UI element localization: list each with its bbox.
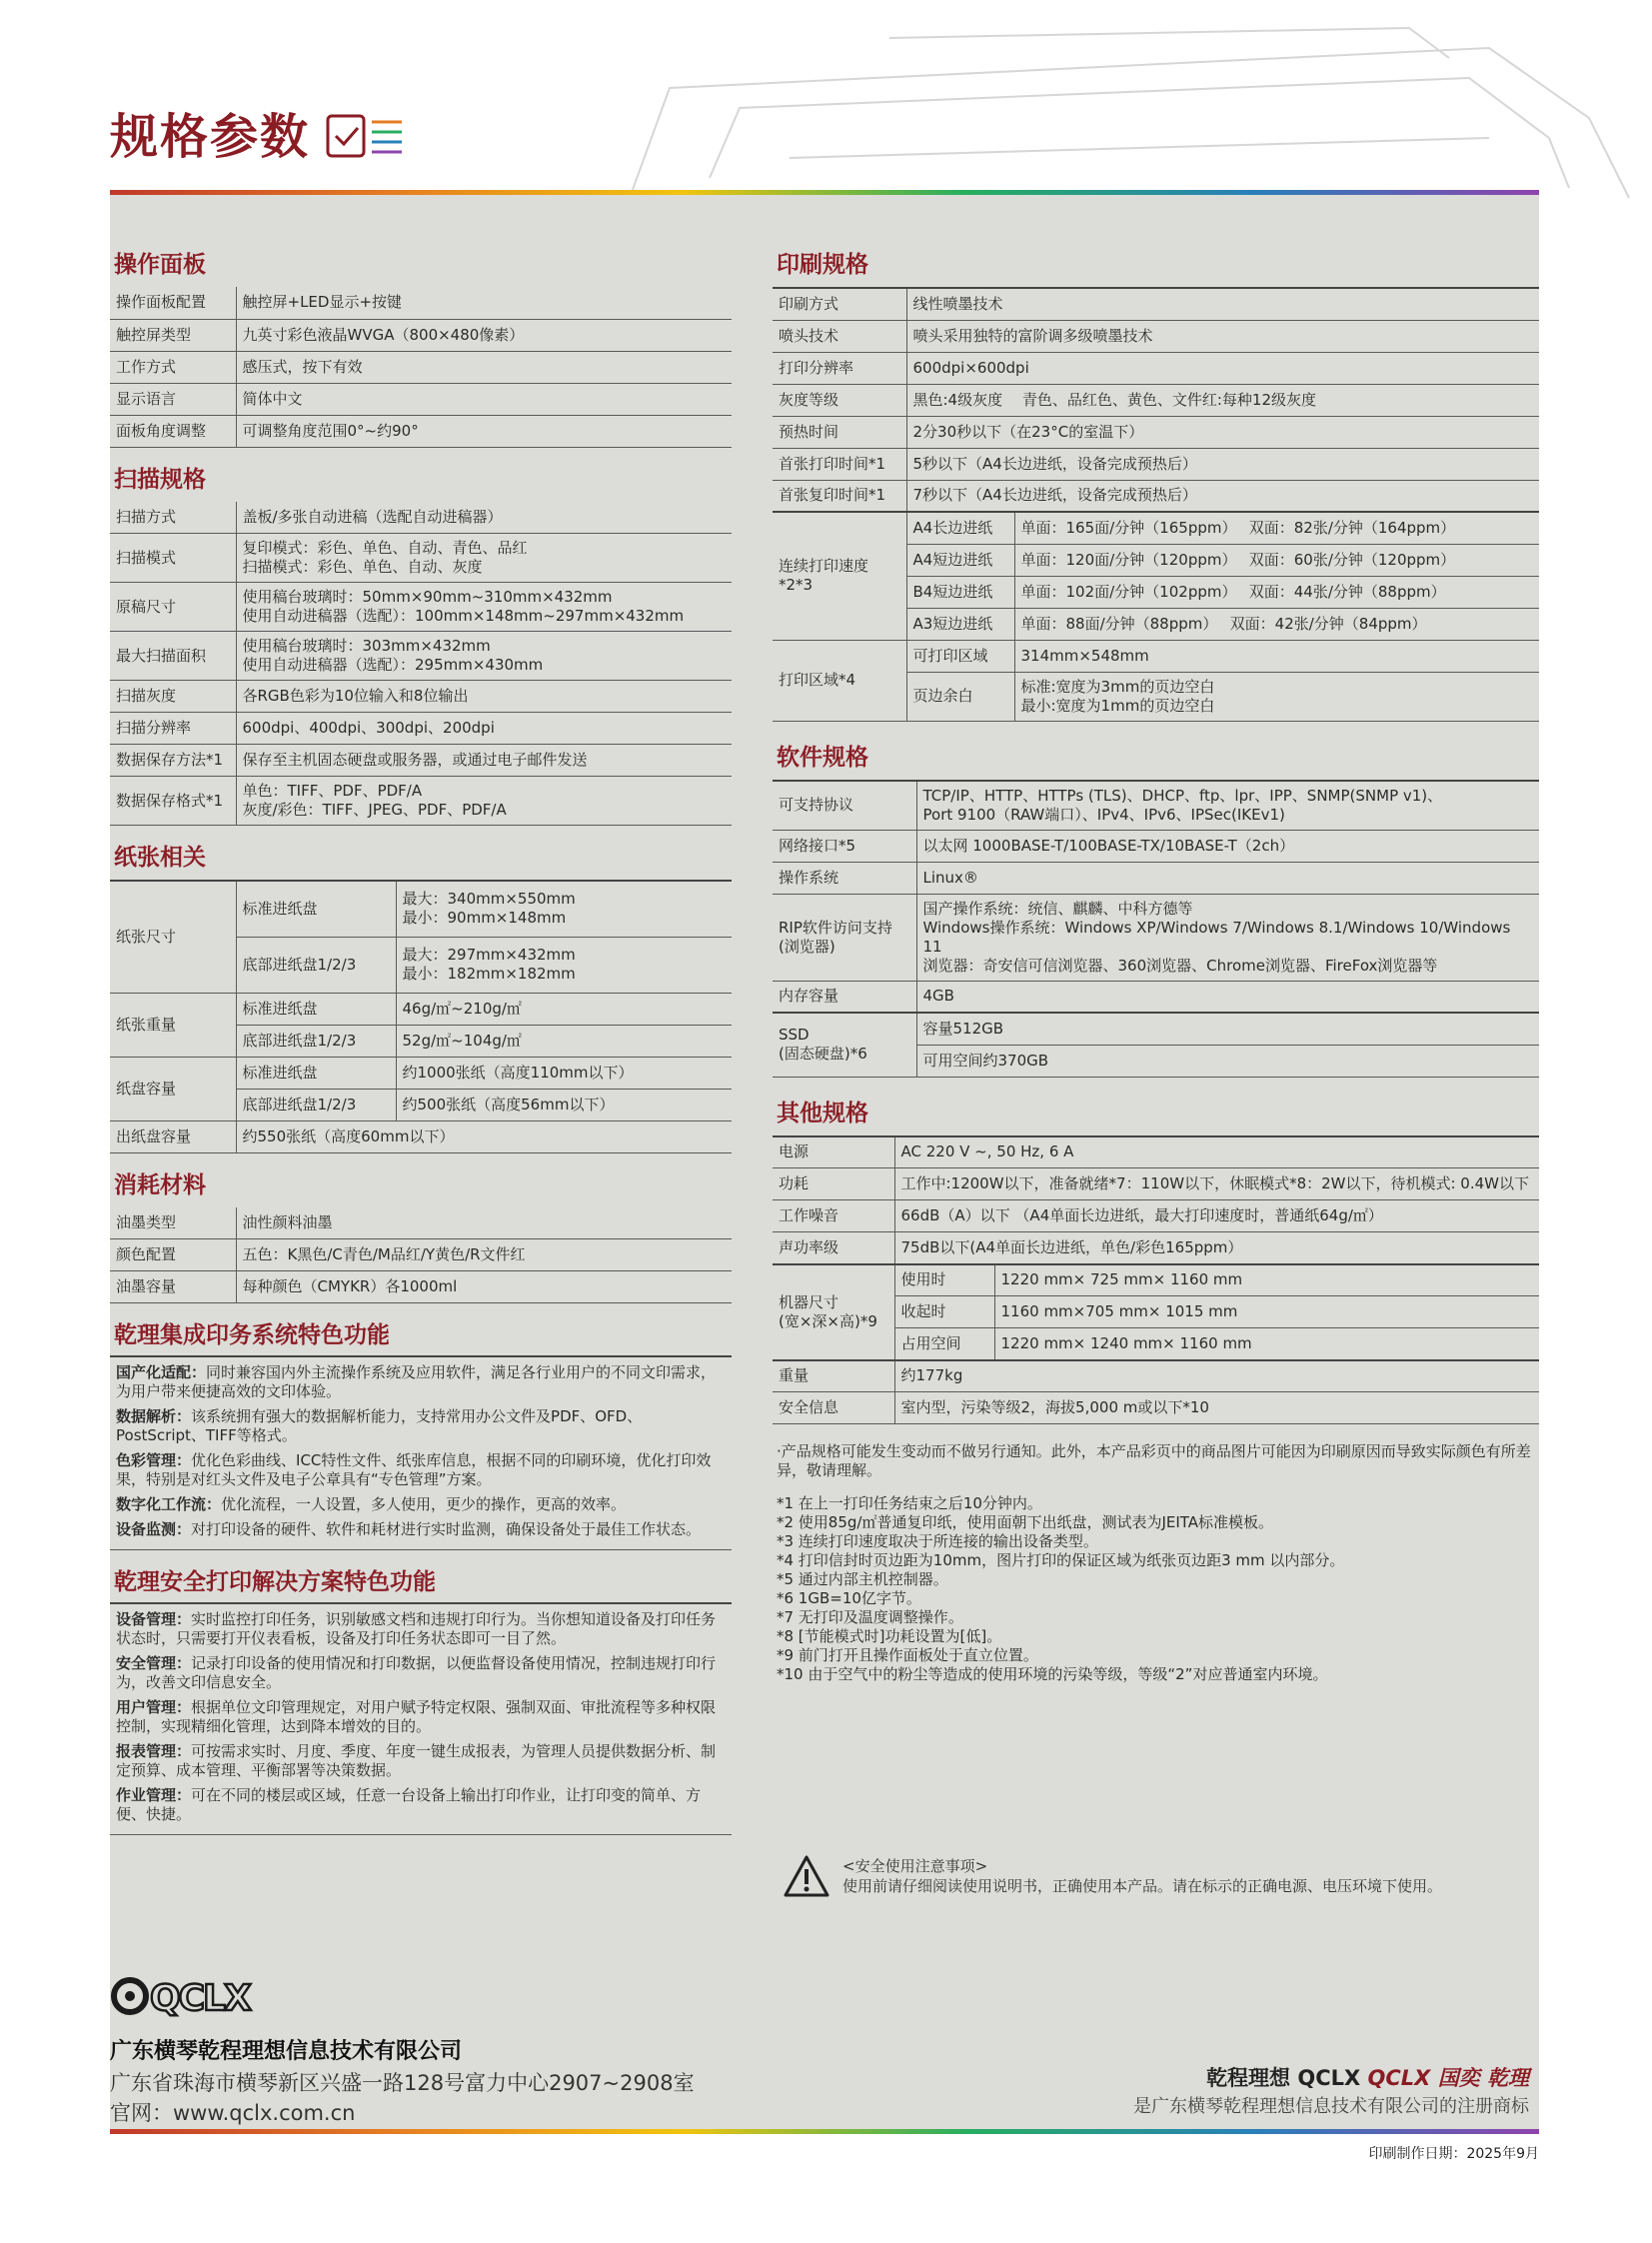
rainbow-divider-bottom [110,2129,1539,2134]
panel-row [110,287,732,319]
dim-footprint-label: 占用空间 [894,1328,994,1360]
software-value: 以太网 1000BASE-T/100BASE-TX/10BASE-T（2ch） [916,830,1539,862]
print-area-label: 打印区域*4 [773,640,906,721]
left-column [110,243,732,1835]
print-label: 首张复印时间*1 [773,480,906,512]
other-row [773,1392,1539,1424]
other-label: 声功率级 [773,1232,894,1264]
print-value: 7秒以下（A4长边进纸，设备完成预热后） [906,480,1539,512]
tray-capacity-std: 标准进纸盘 [236,1057,396,1089]
dim-in-use-label: 使用时 [894,1264,994,1296]
consumable-value: 油性颜料油墨 [236,1207,732,1239]
feature-desc: 优化流程，一人设置，多人使用，更少的操作，更高的效率。 [221,1495,627,1513]
scan-label: 数据保存方法*1 [110,745,236,777]
features1-text [110,1357,732,1550]
qclx-logo [110,1974,260,2018]
consumable-label: 油墨类型 [110,1207,236,1239]
logo-text: QCLX [150,1978,250,2018]
panel-row [110,415,732,447]
dim-in-use-value: 1220 mm× 725 mm× 1160 mm [994,1264,1539,1296]
company-address: 广东省珠海市横琴新区兴盛一路128号富力中心2907~2908室 [110,2071,695,2095]
software-label: 内存容量 [773,981,916,1013]
software-value: 4GB [916,981,1539,1013]
print-row [773,352,1539,384]
scan-value: 使用稿台玻璃时：50mm×90mm~310mm×432mm 使用自动进稿器（选配）：100mm×148mm~297mm×432mm [236,583,732,632]
software-value: TCP/IP、HTTP、HTTPs (TLS)、DHCP、ftp、lpr、IPP、SNMP(SNMP v1)、 Port 9100（RAW端口）、IPv4、IPv6、IPSec(IKEv1) [916,781,1539,831]
print-table [773,287,1539,722]
scan-value: 复印模式：彩色、单色、自动、青色、品红 扫描模式：彩色、单色、自动、灰度 [236,534,732,583]
print-label: 首张打印时间*1 [773,448,906,480]
safety-notice-text: <安全使用注意事项> 使用前请仔细阅读使用说明书，正确使用本产品。请在标示的正确电源、电压环境下使用。 [842,1857,1443,1895]
other-label: 电源 [773,1136,894,1168]
consumable-label: 油墨容量 [110,1271,236,1303]
print-row [773,448,1539,480]
scan-row [110,777,732,826]
print-row [773,288,1539,320]
speed-mode-4: A3短边进纸 [906,608,1014,640]
other-value: 约177kg [894,1360,1539,1392]
ssd-capacity: 容量512GB [916,1013,1539,1045]
feature-item [110,1648,732,1692]
software-label: 可支持协议 [773,781,916,831]
software-label: 操作系统 [773,862,916,894]
print-row [773,384,1539,416]
feature-title: 安全管理： [116,1654,192,1672]
paper-size-std-value: 最大：340mm×550mm 最小：90mm×148mm [396,881,732,937]
other-row [773,1200,1539,1232]
panel-value: 可调整角度范围0°~约90° [236,415,732,447]
other-value: 室内型，污染等级2，海拔5,000 m或以下*10 [894,1392,1539,1424]
feature-desc: 实时监控打印任务，识别敏感文档和违规打印行为。当你想知道设备及打印任务状态时，只需要打开仪表看板，设备及打印任务状态即可一目了然。 [116,1610,717,1647]
scan-value: 盖板/多张自动进稿（选配自动进稿器） [236,502,732,534]
software-label: RIP软件访问支持 (浏览器) [773,894,916,981]
tray-capacity-label: 纸盘容量 [110,1057,236,1121]
print-value: 喷头采用独特的富阶调多级喷墨技术 [906,320,1539,352]
scan-value: 各RGB色彩为10位输入和8位输出 [236,681,732,713]
feature-item [110,1514,732,1539]
feature-item [110,1780,732,1824]
margin-value: 标准:宽度为3mm的页边空白 最小:宽度为1mm的页边空白 [1014,672,1539,721]
panel-value: 九英寸彩色液晶WVGA（800×480像素） [236,319,732,351]
paper-size-label: 纸张尺寸 [110,881,236,993]
print-value: 黑色:4级灰度 青色、品红色、黄色、文件红:每种12级灰度 [906,384,1539,416]
feature-desc: 同时兼容国内外主流操作系统及应用软件，满足各行业用户的不同文印需求，为用户带来便捷高效的文印体验。 [116,1363,717,1400]
speed-value-4: 单面：88面/分钟（88ppm） 双面：42张/分钟（84ppm） [1014,608,1539,640]
other-value: 75dB以下(A4单面长边进纸，单色/彩色165ppm） [894,1232,1539,1264]
paper-weight-std: 标准进纸盘 [236,993,396,1025]
other-row [773,1168,1539,1200]
software-label: 网络接口*5 [773,830,916,862]
feature-item [110,1489,732,1514]
margin-label: 页边余白 [906,672,1014,721]
printable-area-value: 314mm×548mm [1014,640,1539,672]
dimensions-label: 机器尺寸 (宽×深×高)*9 [773,1264,894,1360]
other-value: AC 220 V ~, 50 Hz, 6 A [894,1136,1539,1168]
consumable-label: 颜色配置 [110,1239,236,1271]
dim-footprint-value: 1220 mm× 1240 mm× 1160 mm [994,1328,1539,1360]
feature-desc: 可按需求实时、月度、季度、年度一键生成报表，为管理人员提供数据分析、制定预算、成本管理、平衡部署等决策数据。 [116,1742,717,1779]
right-column [773,243,1539,1684]
brand-row [1206,2062,1529,2092]
feature-title: 设备管理： [116,1610,192,1628]
software-row [773,781,1539,831]
other-value: 66dB（A）以下 （A4单面长边进纸，最大打印速度时，普通纸64g/㎡） [894,1200,1539,1232]
other-label: 工作噪音 [773,1200,894,1232]
spec-panel [110,195,1539,2129]
software-table [773,780,1539,1078]
scan-value: 使用稿台玻璃时：303mm×432mm 使用自动进稿器（选配）：295mm×430mm [236,632,732,681]
section-heading-panel: 操作面板 [114,252,206,278]
panel-label: 显示语言 [110,383,236,415]
scan-label: 最大扫描面积 [110,632,236,681]
feature-title: 报表管理： [116,1742,192,1760]
section-heading-print: 印刷规格 [777,252,868,278]
print-value: 线性喷墨技术 [906,288,1539,320]
print-label: 灰度等级 [773,384,906,416]
feature-desc: 可在不同的楼层或区域，任意一台设备上输出打印作业，让打印变的简单、方便、快捷。 [116,1786,702,1823]
feature-item [110,1692,732,1736]
software-row [773,862,1539,894]
ssd-available: 可用空间约370GB [916,1045,1539,1077]
consumable-row [110,1207,732,1239]
scan-label: 扫描模式 [110,534,236,583]
feature-item [110,1604,732,1648]
panel-value: 简体中文 [236,383,732,415]
speed-value-1: 单面：165面/分钟（165ppm） 双面：82张/分钟（164ppm） [1014,512,1539,544]
scan-row [110,534,732,583]
scan-row [110,632,732,681]
print-label: 喷头技术 [773,320,906,352]
print-date: 印刷制作日期：2025年9月 [1368,2146,1539,2162]
print-label: 打印分辨率 [773,352,906,384]
dim-stored-value: 1160 mm×705 mm× 1015 mm [994,1296,1539,1328]
software-row [773,830,1539,862]
brand-mark-qclx: QCLX [1367,2066,1431,2090]
paper-size-std: 标准进纸盘 [236,881,396,937]
other-label: 重量 [773,1360,894,1392]
speed-mode-1: A4长边进纸 [906,512,1014,544]
feature-desc: 记录打印设备的使用情况和打印数据，以便监督设备使用情况，控制违规打印行为，改善文印信息安全。 [116,1654,717,1691]
tray-capacity-bottom: 底部进纸盘1/2/3 [236,1089,396,1121]
print-label: 印刷方式 [773,288,906,320]
scan-value: 600dpi、400dpi、300dpi、200dpi [236,713,732,745]
paper-weight-bottom-value: 52g/㎡~104g/㎡ [396,1025,732,1057]
section-heading-features1: 乾理集成印务系统特色功能 [110,1313,732,1357]
scan-row [110,583,732,632]
feature-title: 数字化工作流： [116,1495,222,1513]
panel-row [110,319,732,351]
speed-label: 连续打印速度*2*3 [773,512,906,640]
company-name: 广东横琴乾程理想信息技术有限公司 [110,2039,463,2064]
company-website: 官网：www.qclx.com.cn [110,2101,356,2125]
feature-title: 国产化适配： [116,1363,207,1381]
scan-label: 原稿尺寸 [110,583,236,632]
scan-row [110,713,732,745]
other-row [773,1136,1539,1168]
paper-weight-bottom: 底部进纸盘1/2/3 [236,1025,396,1057]
feature-desc: 对打印设备的硬件、软件和耗材进行实时监测，确保设备处于最佳工作状态。 [191,1520,702,1538]
feature-desc: 该系统拥有强大的数据解析能力，支持常用办公文件及PDF、OFD、PostScript、TIFF等格式。 [116,1407,643,1444]
section-heading-scan: 扫描规格 [114,466,206,493]
panel-label: 工作方式 [110,351,236,383]
panel-table [110,287,732,448]
panel-label: 触控屏类型 [110,319,236,351]
consumables-table [110,1207,732,1304]
section-heading-consumables: 消耗材料 [114,1171,206,1198]
other-label: 功耗 [773,1168,894,1200]
paper-size-bottom-value: 最大：297mm×432mm 最小：182mm×182mm [396,937,732,993]
other-value: 工作中:1200W以下，准备就绪*7：110W以下，休眠模式*8：2W以下，待机模式: 0.4W以下 [894,1168,1539,1200]
dim-stored-label: 收起时 [894,1296,994,1328]
section-heading-other: 其他规格 [777,1100,868,1126]
consumable-value: 每种颜色（CMYKR）各1000ml [236,1271,732,1303]
software-value: Linux® [916,862,1539,894]
print-value: 600dpi×600dpi [906,352,1539,384]
paper-table [110,880,732,1153]
consumable-row [110,1271,732,1303]
feature-desc: 优化色彩曲线、ICC特性文件、纸张库信息，根据不同的印刷环境，优化打印效果，特别是对红头文件及电子公章具有“专色管理”方案。 [116,1451,712,1488]
print-row [773,416,1539,448]
brand-mark-qianli: 乾理 [1487,2066,1529,2090]
scan-value: 单色：TIFF、PDF、PDF/A 灰度/彩色：TIFF、JPEG、PDF、PDF/A [236,777,732,826]
paper-size-bottom: 底部进纸盘1/2/3 [236,937,396,993]
consumable-row [110,1239,732,1271]
scan-label: 数据保存格式*1 [110,777,236,826]
panel-value: 感压式，按下有效 [236,351,732,383]
ssd-label: SSD (固态硬盘)*6 [773,1013,916,1077]
printer-outline-art [590,18,1649,208]
feature-title: 色彩管理： [116,1451,192,1469]
output-tray-label: 出纸盘容量 [110,1121,236,1152]
panel-label: 操作面板配置 [110,287,236,319]
footnotes: *1 在上一打印任务结束之后10分钟内。 *2 使用85g/㎡普通复印纸，使用面朝下出纸盘，测试表为JEITA标准模板。 *3 连续打印速度取决于所连接的输出设备类型。 *4 打印信封时页边距为10mm，图片打印的保证区域为纸张页边距3 mm 以内部分。 *5 通过内部主机控制器。 *6 1GB=10亿字节。 *7 无打印及温度调整操作。 *8 [节能模式时]功耗设置为[低]。 *9 前门打开且操作面板处于直立位置。 *10 由于空气中的粉尘等造成的使用环境的污染等级，等级“2”对应普通室内环境。 [777,1494,1345,1683]
software-value: 国产操作系统：统信、麒麟、中科方德等 Windows操作系统：Windows XP/Windows 7/Windows 8.1/Windows 10/Windows 11 浏览器：奇安信可信浏览器、360浏览器、Chrome浏览器、FireFox浏览器等 [916,894,1539,981]
other-table [773,1135,1539,1425]
paper-weight-label: 纸张重量 [110,993,236,1057]
print-label: 预热时间 [773,416,906,448]
other-row [773,1360,1539,1392]
section-heading-paper: 纸张相关 [114,845,206,871]
other-label: 安全信息 [773,1392,894,1424]
software-row [773,981,1539,1013]
printable-area-label: 可打印区域 [906,640,1014,672]
tray-capacity-std-value: 约1000张纸（高度110mm以下） [396,1057,732,1089]
section-heading-software: 软件规格 [777,744,868,771]
speed-value-2: 单面：120面/分钟（120ppm） 双面：60张/分钟（120ppm） [1014,544,1539,576]
scan-table [110,502,732,827]
panel-value: 触控屏+LED显示+按键 [236,287,732,319]
print-value: 2分30秒以下（在23°C的室温下） [906,416,1539,448]
scan-value: 保存至主机固态硬盘或服务器，或通过电子邮件发送 [236,745,732,777]
feature-title: 设备监测： [116,1520,192,1538]
checklist-icon [326,112,406,162]
print-value: 5秒以下（A4长边进纸，设备完成预热后） [906,448,1539,480]
feature-item [110,1357,732,1401]
other-row [773,1232,1539,1264]
panel-row [110,351,732,383]
panel-label: 面板角度调整 [110,415,236,447]
feature-item [110,1736,732,1780]
print-row [773,480,1539,512]
scan-label: 扫描灰度 [110,681,236,713]
feature-item [110,1401,732,1445]
speed-value-3: 单面：102面/分钟（102ppm） 双面：44张/分钟（88ppm） [1014,576,1539,608]
page-title: 规格参数 [110,109,311,165]
print-row [773,320,1539,352]
feature-title: 用户管理： [116,1698,192,1716]
disclaimer: ·产品规格可能发生变动而不做另行通知。此外，本产品彩页中的商品图片可能因为印刷原因而导致实际颜色有所差异，敬请理解。 [777,1442,1531,1479]
scan-label: 扫描方式 [110,502,236,534]
feature-title: 作业管理： [116,1786,192,1804]
scan-label: 扫描分辨率 [110,713,236,745]
paper-weight-std-value: 46g/㎡~210g/㎡ [396,993,732,1025]
brand-mark-guoyi: 国奕 [1437,2066,1480,2090]
brand-name: 乾程理想 QCLX [1206,2066,1361,2090]
consumable-value: 五色：K黑色/C青色/M品红/Y黄色/R文件红 [236,1239,732,1271]
speed-mode-3: B4短边进纸 [906,576,1014,608]
trademark-notice: 是广东横琴乾程理想信息技术有限公司的注册商标 [1133,2096,1529,2117]
features2-text [110,1604,732,1835]
panel-row [110,383,732,415]
speed-mode-2: A4短边进纸 [906,544,1014,576]
feature-item [110,1445,732,1489]
scan-row [110,502,732,534]
software-row [773,894,1539,981]
feature-title: 数据解析： [116,1407,192,1425]
scan-row [110,681,732,713]
scan-row [110,745,732,777]
output-tray-value: 约550张纸（高度60mm以下） [236,1121,732,1152]
section-heading-features2: 乾理安全打印解决方案特色功能 [110,1560,732,1604]
feature-desc: 根据单位文印管理规定，对用户赋予特定权限、强制双面、审批流程等多种权限控制，实现精细化管理，达到降本增效的目的。 [116,1698,717,1735]
tray-capacity-bottom-value: 约500张纸（高度56mm以下） [396,1089,732,1121]
warning-icon [783,1854,830,1898]
